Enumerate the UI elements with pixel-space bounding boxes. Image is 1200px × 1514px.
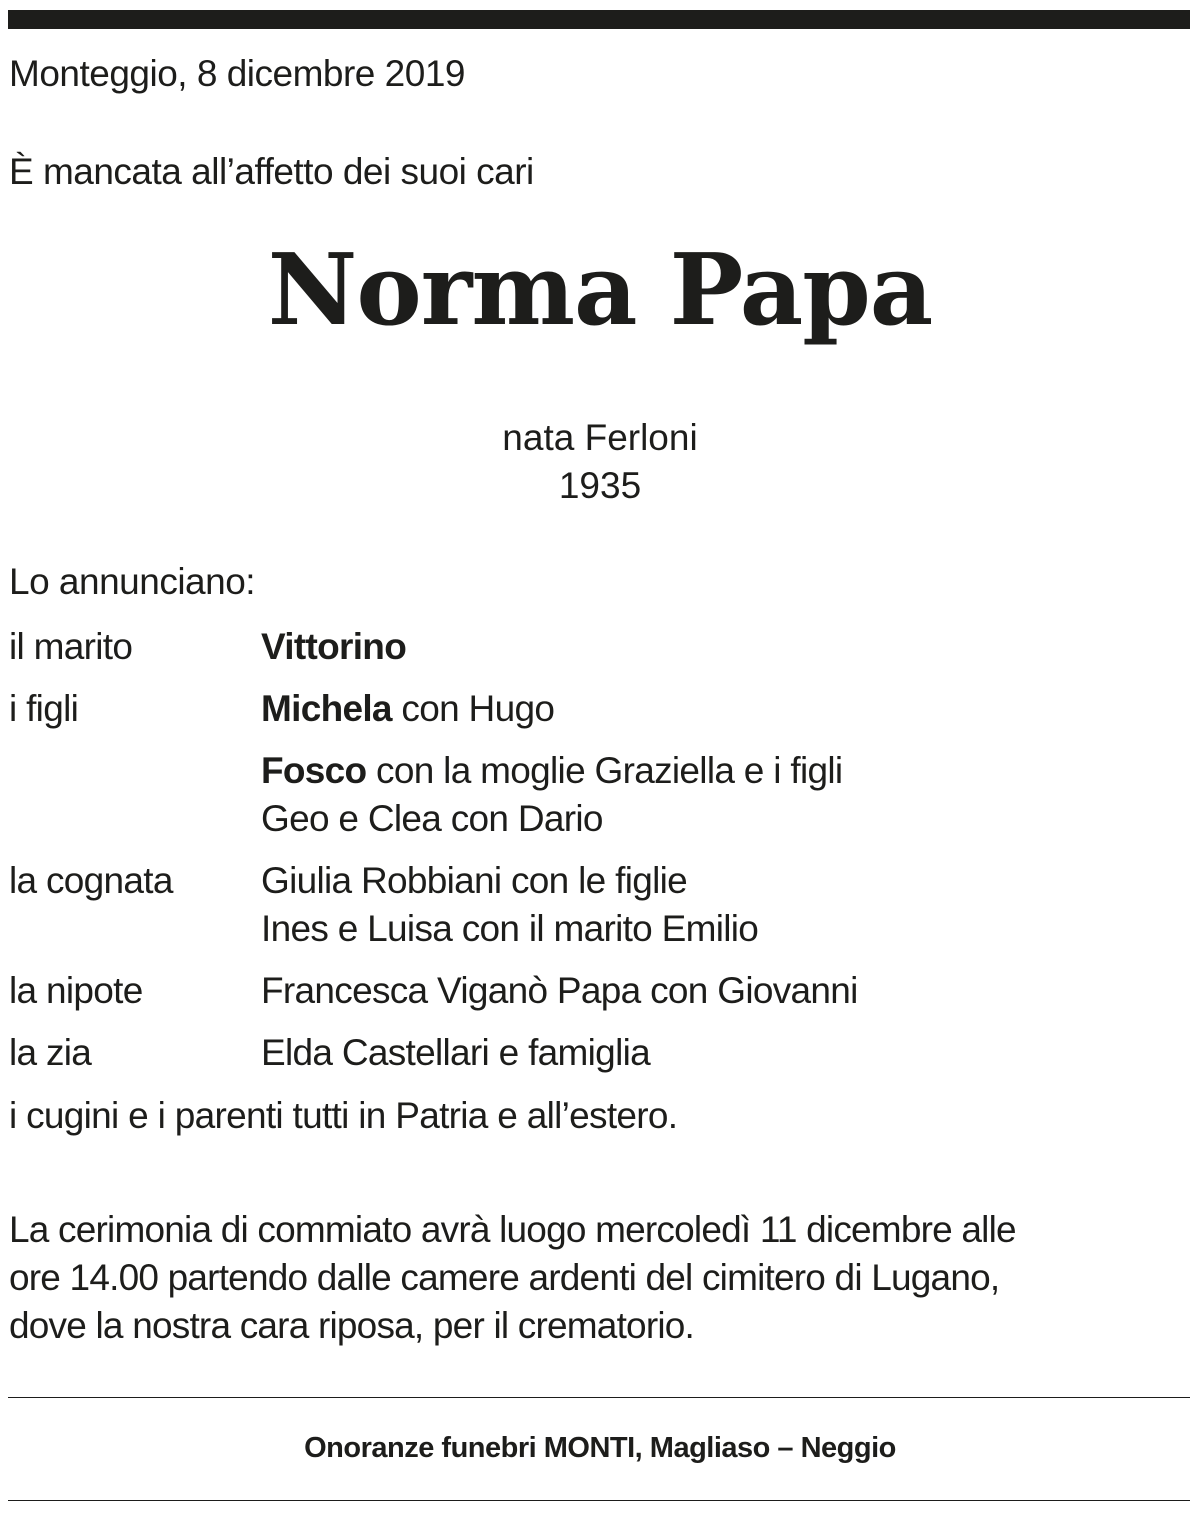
relative-text: Francesca Viganò Papa con Giovanni	[261, 970, 858, 1011]
relative-names	[261, 685, 554, 733]
birth-info	[0, 414, 1200, 510]
divider-top	[8, 1397, 1190, 1398]
funeral-home: Onoranze funebri MONTI, Magliaso – Neggio	[304, 1432, 896, 1464]
birth-year: 1935	[558, 465, 642, 506]
relative-line	[261, 857, 758, 905]
relative-row	[9, 967, 1189, 1015]
deceased-name: Norma Papa	[267, 233, 933, 348]
relative-names	[261, 1029, 650, 1077]
relatives-list	[9, 623, 1189, 1091]
top-border-bar	[8, 10, 1190, 29]
relative-row	[9, 685, 1189, 733]
relative-names	[261, 623, 406, 671]
relative-line	[261, 967, 858, 1015]
ceremony-line: dove la nostra cara riposa, per il crematorio.	[9, 1305, 695, 1346]
relation-label: la cognata	[9, 860, 173, 901]
relative-row	[9, 747, 1189, 843]
relative-text: Elda Castellari e famiglia	[261, 1032, 650, 1073]
relative-row	[9, 857, 1189, 953]
relative-line	[261, 685, 554, 733]
relation-label: i figli	[9, 688, 79, 729]
relation-label: il marito	[9, 626, 133, 667]
relative-text: Geo e Clea con Dario	[261, 798, 603, 839]
ceremony-paragraph	[9, 1206, 1189, 1350]
relative-line	[261, 623, 406, 671]
relative-text: con Hugo	[391, 688, 555, 729]
divider-bottom	[8, 1500, 1190, 1501]
relative-bold-name: Vittorino	[261, 626, 407, 667]
relative-row	[9, 1029, 1189, 1077]
relative-text: Ines e Luisa con il marito Emilio	[261, 908, 759, 949]
relative-line	[261, 795, 842, 843]
announce-label: Lo annunciano:	[9, 561, 256, 602]
relative-names	[261, 857, 758, 953]
relative-text: Giulia Robbiani con le figlie	[261, 860, 688, 901]
cousins-line: i cugini e i parenti tutti in Patria e all’estero.	[9, 1095, 678, 1136]
relative-names	[261, 967, 858, 1015]
relative-row	[9, 623, 1189, 671]
ceremony-line: ore 14.00 partendo dalle camere ardenti del cimitero di Lugano,	[9, 1257, 1000, 1298]
relation-label: la nipote	[9, 970, 143, 1011]
ceremony-line: La cerimonia di commiato avrà luogo mercoledì 11 dicembre alle	[9, 1209, 1016, 1250]
place-date: Monteggio, 8 dicembre 2019	[9, 53, 465, 94]
relative-text: con la moglie Graziella e i figli	[366, 750, 843, 791]
relation-label	[9, 747, 261, 843]
relative-line	[261, 747, 842, 795]
intro-line: È mancata all’affetto dei suoi cari	[9, 151, 534, 192]
relative-line	[261, 905, 758, 953]
maiden-name: nata Ferloni	[502, 417, 698, 458]
relation-label: la zia	[9, 1032, 92, 1073]
relative-bold-name: Fosco	[261, 750, 367, 791]
relative-bold-name: Michela	[261, 688, 392, 729]
relative-names	[261, 747, 842, 843]
relative-line	[261, 1029, 650, 1077]
